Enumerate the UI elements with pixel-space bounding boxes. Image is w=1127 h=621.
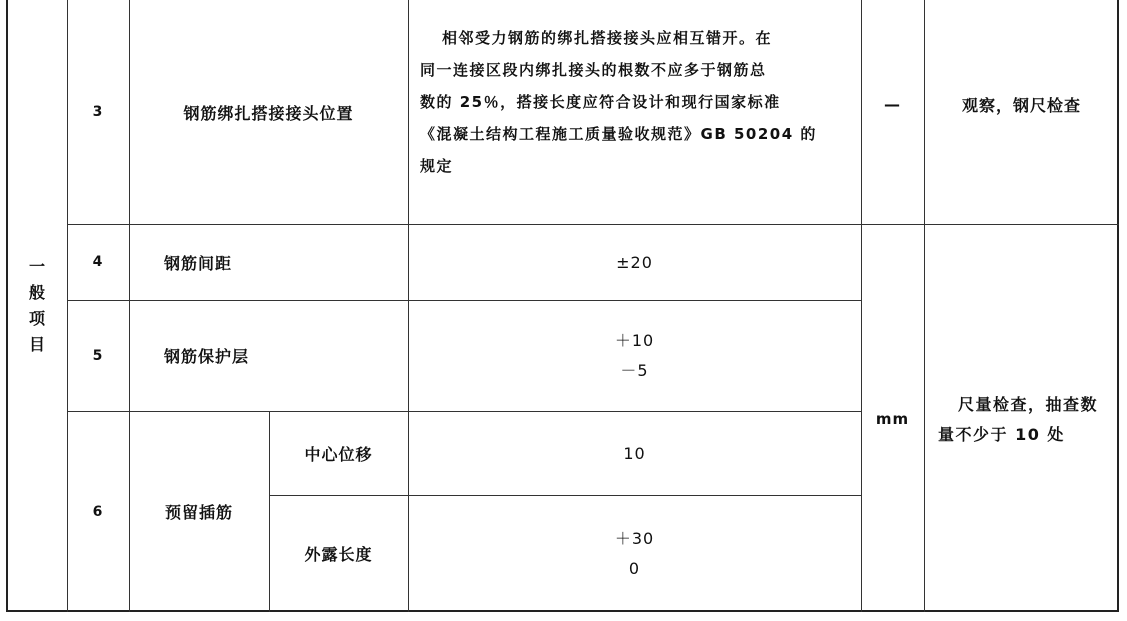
check-method xyxy=(938,390,1118,450)
item-name: 钢筋保护层 xyxy=(164,347,250,366)
row-number: 5 xyxy=(92,347,104,364)
method-line: 量不少于 10 处 xyxy=(938,425,1065,444)
requirement-text xyxy=(420,22,860,182)
tolerance-value xyxy=(408,300,861,411)
row-number: 4 xyxy=(92,254,104,270)
requirement-line: 《混凝土结构工程施工质量验收规范》GB 50204 的 xyxy=(420,125,817,143)
tolerance-value xyxy=(408,495,861,612)
method-line: 尺量检查，抽查数 xyxy=(958,395,1099,414)
requirement-line: 数的 25％，搭接长度应符合设计和现行国家标准 xyxy=(420,93,781,111)
category-char: 目 xyxy=(28,335,46,354)
tolerance-value: ±20 xyxy=(616,252,653,272)
unit-value: mm xyxy=(875,410,910,428)
row-number: 3 xyxy=(92,104,104,120)
item-name: 预留插筋 xyxy=(164,503,233,522)
category-char: 般 xyxy=(28,283,46,302)
subitem-name: 中心位移 xyxy=(304,444,373,464)
category-label xyxy=(8,0,67,612)
requirement-line: 规定 xyxy=(420,157,454,175)
subitem-name: 外露长度 xyxy=(304,545,373,564)
requirement-line: 相邻受力钢筋的绑扎搭接接头应相互错开。在 xyxy=(442,29,773,47)
tolerance-line: ＋10 xyxy=(614,330,655,350)
check-method: 观察，钢尺检查 xyxy=(961,95,1081,115)
category-char: 一 xyxy=(28,257,46,276)
tolerance-line: －5 xyxy=(620,360,649,380)
tolerance-line: ＋30 xyxy=(614,528,655,548)
unit-value: — xyxy=(884,94,901,114)
item-name: 钢筋绑扎搭接接头位置 xyxy=(183,103,354,123)
category-char: 项 xyxy=(28,309,46,328)
item-name: 钢筋间距 xyxy=(164,253,233,273)
tolerance-value: 10 xyxy=(623,443,646,463)
row-number: 6 xyxy=(92,503,104,520)
tolerance-line: 0 xyxy=(628,558,641,578)
requirement-line: 同一连接区段内绑扎接头的根数不应多于钢筋总 xyxy=(420,61,767,79)
